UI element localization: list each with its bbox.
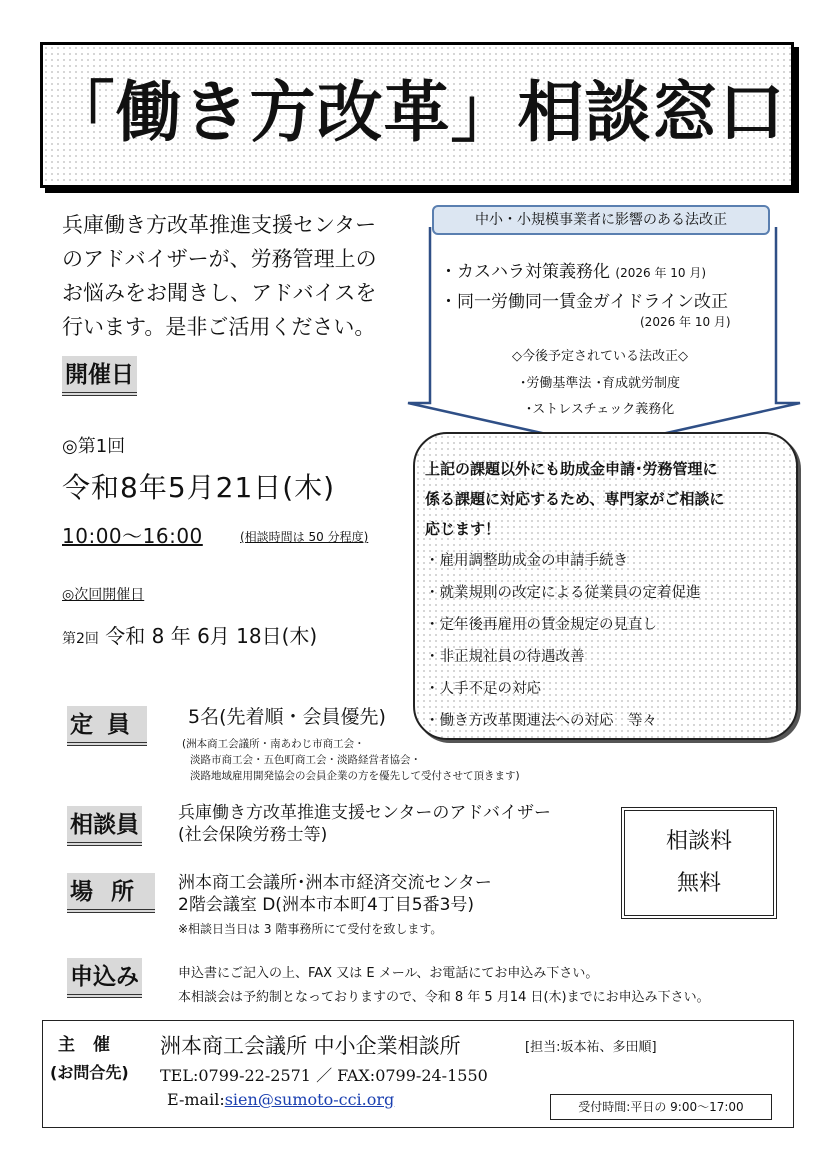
consult-item: ・定年後再雇用の賃金規定の見直し [425, 617, 657, 633]
intro-line: お悩みをお聞きし、アドバイスを [62, 281, 377, 305]
consult-item: ・雇用調整助成金の申請手続き [425, 553, 628, 569]
fee-value: 無料 [676, 871, 721, 896]
next-round: 第2回 [62, 631, 99, 647]
email-line [167, 1090, 394, 1109]
law-item: ・同一労働同一賃金ガイドライン改正 [440, 292, 728, 312]
apply-line: 本相談会は予約制となっておりますので、令和 8 年 5 月14 日(木)までにお申込み下さい。 [178, 990, 710, 1005]
next-date-label: ◎次回開催日 [62, 587, 145, 603]
capacity-note-line: 淡路市商工会・五色町商工会・淡路経営者協会・ [190, 754, 421, 766]
law-item-date: (2026 年 10 月) [640, 315, 731, 329]
event-time: 10:00～16:00 [62, 524, 203, 548]
future-law-item: ･労働基準法 ･育成就労制度 [519, 376, 681, 391]
capacity-label: 定員 [67, 706, 147, 746]
law-item-text: ・カスハラ対策義務化 [440, 262, 610, 282]
law-item [440, 257, 706, 282]
capacity-value: 5名(先着順・会員優先) [188, 706, 386, 728]
intro-line: 行います。是非ご活用ください。 [62, 315, 376, 339]
capacity-note [182, 736, 520, 784]
contact-label: (お問合先) [50, 1063, 129, 1082]
capacity-note-line: (洲本商工会議所・南あわじ市商工会・ [182, 738, 365, 750]
intro-text [62, 208, 402, 344]
advisor-line: (社会保険労務士等) [178, 825, 328, 845]
consult-item: ・就業規則の改定による従業員の定着促進 [425, 585, 701, 601]
event-time-note: (相談時間は 50 分程度) [240, 530, 369, 544]
consult-item: ・人手不足の対応 [425, 681, 541, 697]
organizer-name: 洲本商工会議所 中小企業相談所 [160, 1034, 461, 1058]
future-law-heading: ◇今後予定されている法改正◇ [512, 349, 688, 364]
office-hours: 受付時間:平日の 9:00～17:00 [550, 1094, 772, 1120]
email-link[interactable]: sien@sumoto-cci.org [224, 1090, 395, 1109]
capacity-note-line: 淡路地域雇用開発協会の会員企業の方を優先して受付させて頂きます) [190, 770, 520, 782]
place-value [178, 872, 492, 916]
apply-label: 申込み [67, 958, 142, 998]
fee-box [624, 810, 774, 916]
future-law-item: ･ストレスチェック義務化 [525, 402, 675, 417]
advisor-line: 兵庫働き方改革推進支援センターのアドバイザー [178, 803, 551, 823]
apply-line: 申込書にご記入の上、FAX 又は E メール、お電話にてお申込み下さい。 [178, 966, 599, 981]
email-label: E-mail: [167, 1090, 225, 1109]
organizer-label: 主催 [58, 1035, 128, 1055]
consult-lead-line: 応じます！ [425, 520, 501, 538]
place-label: 場所 [67, 873, 155, 913]
organizer-person: [担当:坂本祐、多田順] [525, 1040, 657, 1055]
schedule-label: 開催日 [62, 356, 137, 396]
consult-item: ・非正規社員の待遇改善 [425, 649, 585, 665]
organizer-phone-fax: TEL:0799-22-2571 ／ FAX:0799-24-1550 [160, 1066, 488, 1085]
event-date: 令和8年5月21日(木) [62, 471, 336, 504]
title-box [40, 42, 794, 188]
law-item-date: (2026 年 10 月) [615, 266, 707, 280]
advisor-label: 相談員 [67, 806, 142, 846]
place-note: ※相談日当日は 3 階事務所にて受付を致します。 [178, 922, 443, 936]
place-line: 2階会議室 D(洲本市本町4丁目5番3号) [178, 895, 475, 915]
round1-label: ◎第1回 [62, 436, 126, 457]
consult-item: ・働き方改革関連法への対応 等々 [425, 713, 657, 729]
next-date [62, 620, 317, 649]
fee-label: 相談料 [665, 829, 732, 854]
consult-lead [425, 454, 791, 544]
consult-lead-line: 上記の課題以外にも助成金申請･労務管理に [425, 460, 718, 478]
page-title: 「働き方改革」相談窓口 [48, 74, 786, 151]
consult-lead-line: 係る課題に対応するため、専門家がご相談に [425, 490, 725, 508]
intro-line: のアドバイザーが、労務管理上の [62, 247, 377, 271]
place-line: 洲本商工会議所･洲本市経済交流センター [178, 873, 492, 893]
advisor-value [178, 802, 551, 846]
next-date-value: 令和 8 年 6月 18日(木) [105, 624, 318, 648]
intro-line: 兵庫働き方改革推進支援センター [62, 213, 377, 237]
law-header: 中小・小規模事業者に影響のある法改正 [432, 205, 770, 235]
